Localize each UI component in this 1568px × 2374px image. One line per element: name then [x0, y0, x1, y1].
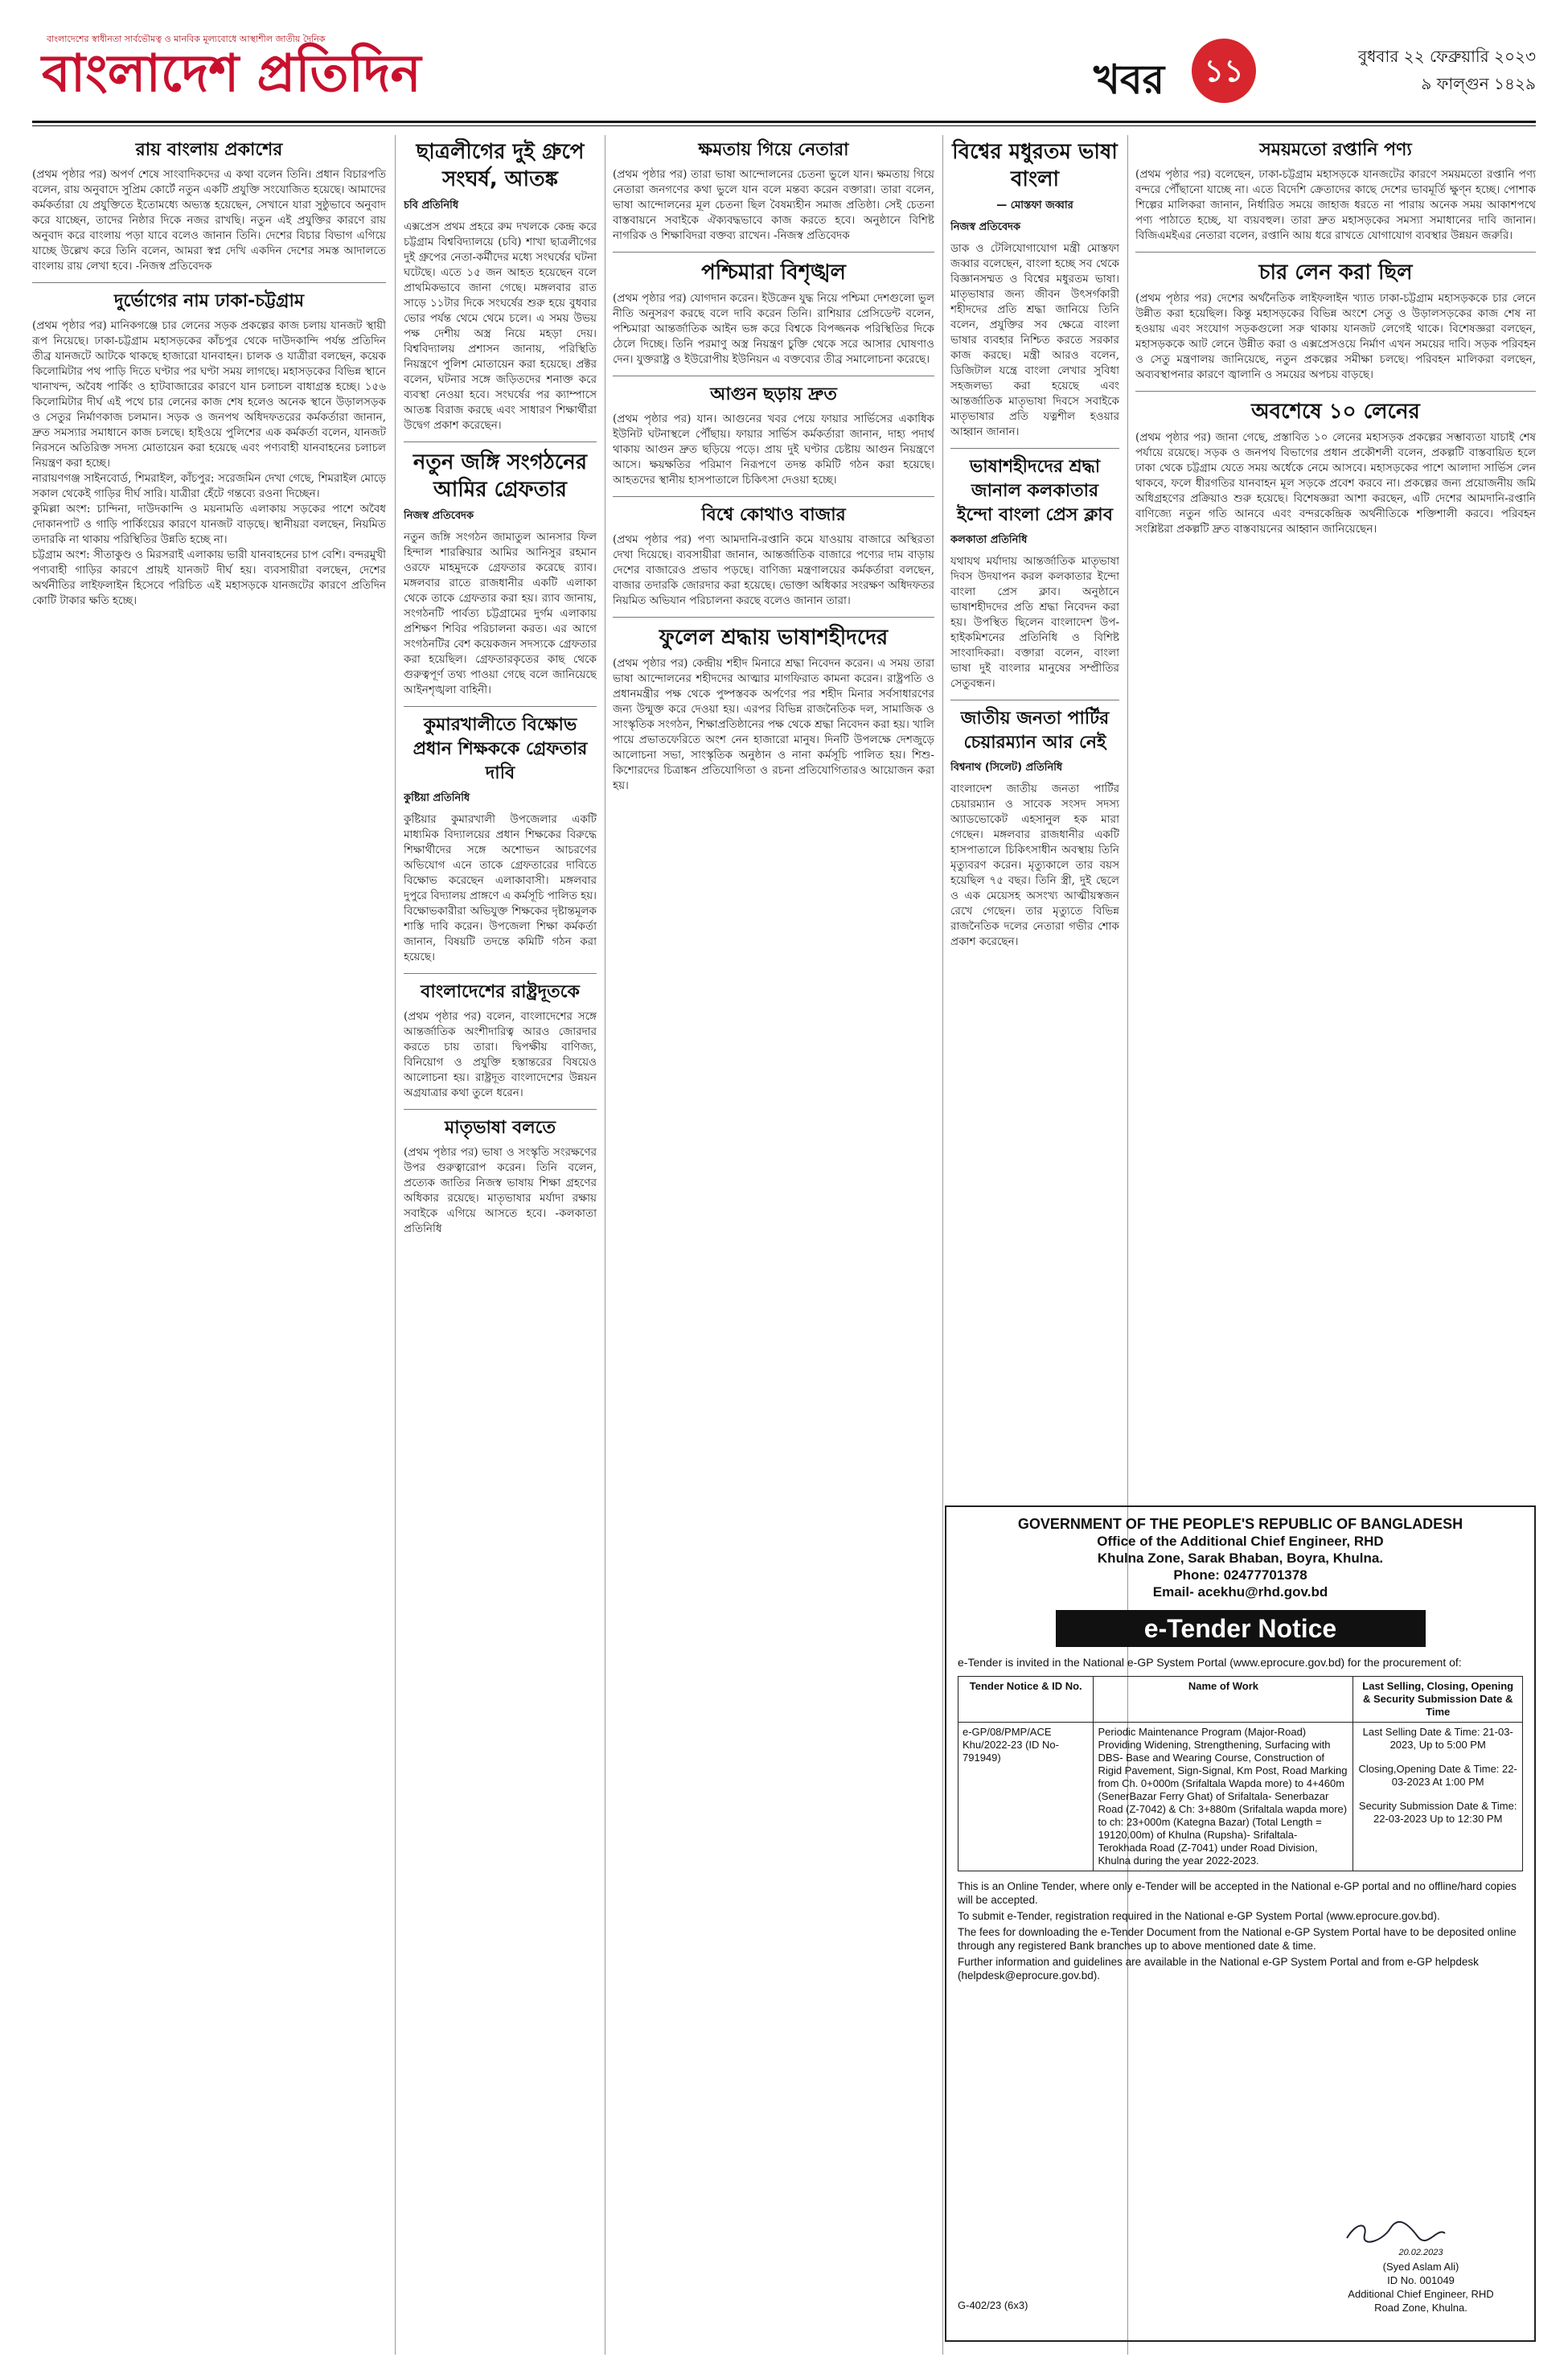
date-gregorian: বুধবার ২২ ফেব্রুয়ারি ২০২৩ [1357, 47, 1536, 66]
section-label [1094, 39, 1254, 103]
article [404, 713, 597, 965]
article-body: (প্রথম পৃষ্ঠার পর) দেশের অর্থনৈতিক লাইফলাইন খ্যাত ঢাকা-চট্টগ্রাম মহাসড়ককে চার লেনে উন্নীত করা হয়েছিল। কিন্তু মহাসড়কের বিভিন্ন অংশে সেতু ও উড়ালসড়কের কাজ শেষ না হওয়ায় এবং সংযোগ সড়কগুলো সরু থাকায় যানজট লেগেই থাকে। বিশেষজ্ঞরা বলছেন, মহাসড়ককে আট লেনে উন্নীত করা ও এক্সপ্রেসওয়ে নির্মাণ এখন সময়ের দাবি। সড়ক পরিবহন ও সেতু মন্ত্রণালয় জানিয়েছে, নতুন প্রকল্পের সমীক্ষা চলছে। পরিবহন মালিকরা বলছেন, অব্যবস্থাপনার কারণে জ্বালানি ও সময়ের অপচয় বাড়ছে। [1135, 292, 1536, 381]
signature-mark [1324, 2219, 1517, 2246]
article [950, 138, 1119, 440]
column-4 [950, 138, 1119, 1497]
article-body: (প্রথম পৃষ্ঠার পর) জানা গেছে, প্রস্তাবিত ১০ লেনের মহাসড়ক প্রকল্পের সম্ভাব্যতা যাচাই শেষ পর্যায়ে রয়েছে। সড়ক ও জনপথ বিভাগের প্রধান প্রকৌশলী বলেন, প্রকল্পটি বাস্তবায়িত হলে ঢাকা থেকে চট্টগ্রাম যেতে সময় অর্ধেকে নেমে আসবে। মহাসড়কের পাশে আলাদা সার্ভিস লেন থাকবে, ফলে ধীরগতির যানবাহন মূল সড়কে প্রবেশ করবে না। প্রকল্পের জন্য প্রয়োজনীয় জমি অধিগ্রহণের প্রক্রিয়াও শুরু হয়েছে। বিশেষজ্ঞরা আশা করছেন, এটি দেশের আমদানি-রপ্তানি বাণিজ্যে নতুন গতি আনবে এবং বন্দরকেন্দ্রিক অর্থনীতিকে শক্তিশালী করবে। পরিবহন সংশ্লিষ্টরা প্রকল্পটি দ্রুত বাস্তবায়নের আহ্বান জানিয়েছেন। [1135, 431, 1536, 536]
tender-government: GOVERNMENT OF THE PEOPLE'S REPUBLIC OF BANGLADESH [1017, 1516, 1463, 1532]
signature-date: 20.02.2023 [1398, 2248, 1443, 2257]
tender-email: Email- acekhu@rhd.gov.bd [1152, 1584, 1328, 1600]
article [404, 980, 597, 1101]
tender-dates [1353, 1723, 1523, 1871]
signatory-id: ID No. 001049 [1387, 2274, 1455, 2286]
article-quote-author: — মোস্তফা জব্বার [996, 199, 1073, 212]
masthead-rule-thin [32, 125, 1536, 126]
article-body: (প্রথম পৃষ্ঠার পর) অপর্ণ শেষে সাংবাদিকদের এ কথা বলেন তিনি। প্রধান বিচারপতি বলেন, রায় অনুবাদে সুপ্রিম কোর্টে নতুন একটি প্রযুক্তি সংযোজিত হয়েছে। আমাদের কর্মকর্তারা যে প্রযুক্তিতে ইতোমধ্যে অভ্যস্ত হয়েছেন, সেখানে যারা সুষ্ঠুভাবে অনুবাদ করে যাচ্ছেন, তাদের নিষ্ঠার দিকে নজর রাখছি। নতুন এই প্রযুক্তির কারণে রায় অনুবাদ করে বাংলায় পড়া যাবে বলেও জানান তিনি। দেশের বিচার বিভাগ এগিয়ে যাচ্ছে উল্লেখ করে তিনি বলেন, আমরা স্বপ্ন দেখি একদিন দেশের সমস্ত আদালতে বাংলায় রায় লেখা হবে। -নিজস্ব প্রতিবেদক [32, 168, 386, 273]
tender-note: The fees for downloading the e-Tender Document from the National e-GP System Portal have to be deposited online through any registered Bank branches up to above mentioned date & time. [958, 1926, 1517, 1952]
article-headline: পশ্চিমারা বিশৃঙ্খল [701, 261, 846, 285]
date-bangla: ৯ ফাল্গুন ১৪২৯ [1421, 74, 1536, 93]
tender-note: This is an Online Tender, where only e-Tender will be accepted in the National e-GP portal and no offline/hard copies will be accepted. [958, 1880, 1517, 1906]
tender-col-id: Tender Notice & ID No. [958, 1677, 1094, 1723]
tender-table-row [958, 1723, 1523, 1871]
tender-note: To submit e-Tender, registration required in the National e-GP System Portal (www.eprocure.gov.bd). [958, 1910, 1440, 1922]
article-headline: বিশ্বের মধুরতম ভাষা বাংলা [952, 140, 1118, 191]
signature-scribble [1340, 2219, 1501, 2245]
article [404, 1116, 597, 1237]
tender-notes [958, 1879, 1523, 1982]
article-headline: নতুন জঙ্গি সংগঠনের আমির গ্রেফতার [413, 450, 588, 502]
tender-title: e-Tender Notice [1056, 1610, 1426, 1647]
article-byline: চবি প্রতিনিধি [404, 199, 459, 212]
tender-note: Further information and guidelines are available in the National e-GP System Portal and from e-GP helpdesk (helpdesk@eprocure.gov.bd). [958, 1956, 1479, 1982]
article-body: (প্রথম পৃষ্ঠার পর) কেন্দ্রীয় শহীদ মিনারে শ্রদ্ধা নিবেদন করেন। এ সময় তারা ভাষা আন্দোলনের শহীদদের আত্মার মাগফিরাত কামনা করেন। রাষ্ট্রপতি ও প্রধানমন্ত্রীর পক্ষ থেকে পুষ্পস্তবক অর্পণের পর শহীদ মিনার সর্বসাধারণের জন্য উন্মুক্ত করে দেওয়া হয়। এরপর বিভিন্ন রাজনৈতিক দল, সামাজিক ও সাংস্কৃতিক সংগঠন, শিক্ষাপ্রতিষ্ঠানের পক্ষ থেকে শ্রদ্ধা নিবেদন করা হয়। খালি পায়ে প্রভাতফেরিতে অংশ নেন হাজারো মানুষ। দিনটি উপলক্ষে দেশজুড়ে আলোচনা সভা, সাংস্কৃতিক অনুষ্ঠান ও নানা কর্মসূচি পালিত হয়। শিশু-কিশোরদের চিত্রাঙ্কন প্রতিযোগিতা ও রচনা প্রতিযোগিতারও আয়োজন করা হয়। [613, 657, 934, 792]
article [1135, 259, 1536, 383]
article-body: (প্রথম পৃষ্ঠার পর) যান। আগুনের খবর পেয়ে ফায়ার সার্ভিসের একাধিক ইউনিট ঘটনাস্থলে পৌঁছায়। ফায়ার সার্ভিস কর্মকর্তারা জানান, দাহ্য পদার্থ থাকায় আগুন দ্রুত ছড়িয়ে পড়ে। প্রায় দুই ঘণ্টার চেষ্টায় আগুন নিয়ন্ত্রণে আসে। ক্ষয়ক্ষতির পরিমাণ নিরূপণে তদন্ত কমিটি গঠন করা হয়েছে। আহতদের স্থানীয় হাসপাতালে চিকিৎসা দেওয়া হচ্ছে। [613, 413, 934, 487]
article-body: (প্রথম পৃষ্ঠার পর) বলেছেন, ঢাকা-চট্টগ্রাম মহাসড়কে যানজটের কারণে সময়মতো রপ্তানি পণ্য বন্দরে পৌঁছানো যাচ্ছে না। এতে বিদেশি ক্রেতাদের কাছে দেশের ভাবমূর্তি ক্ষুণ্ন হচ্ছে। পোশাক শিল্পের মালিকরা জানান, নির্ধারিত সময়ে জাহাজ ধরতে না পারায় অনেক সময় আকাশপথে পণ্য পাঠাতে হচ্ছে, যা ব্যয়বহুল। তারা দ্রুত মহাসড়কের সমস্যা সমাধানের দাবি জানান। বিজিএমইএর নেতারা বলেন, রপ্তানি আয় ধরে রাখতে যোগাযোগ ব্যবস্থার উন্নয়ন জরুরি। [1135, 168, 1536, 242]
divider [950, 448, 1119, 449]
signatory-office: Road Zone, Khulna. [1374, 2302, 1467, 2314]
article [404, 138, 597, 433]
divider [1135, 391, 1536, 392]
divider [613, 617, 934, 618]
article-byline: কলকাতা প্রতিনিধি [950, 534, 1028, 546]
newspaper-logo: বাংলাদেশ প্রতিদিন [42, 44, 421, 104]
article-byline: কুষ্টিয়া প্রতিনিধি [404, 792, 470, 804]
article [32, 290, 386, 609]
tender-advertisement [945, 1505, 1536, 2342]
divider [404, 973, 597, 974]
signatory-name: (Syed Aslam Ali) [1382, 2261, 1459, 2273]
column-1 [32, 138, 386, 2342]
article [1135, 138, 1536, 244]
article-body: (প্রথম পৃষ্ঠার পর) ভাষা ও সংস্কৃতি সংরক্ষণের উপর গুরুত্বারোপ করেন। তিনি বলেন, প্রত্যেক জাতির নিজস্ব ভাষায় শিক্ষা গ্রহণের অধিকার রয়েছে। মাতৃভাষার মর্যাদা রক্ষায় সবাইকে এগিয়ে আসতে হবে। -কলকাতা প্রতিনিধি [404, 1146, 597, 1235]
article-body: (প্রথম পৃষ্ঠার পর) যোগদান করেন। ইউক্রেন যুদ্ধ নিয়ে পশ্চিমা দেশগুলো ভুল নীতি অনুসরণ করছে বলে দাবি করেন তিনি। রাশিয়ার প্রেসিডেন্ট বলেন, পশ্চিমারা আন্তর্জাতিক আইন ভঙ্গ করে বিশ্বকে বিপজ্জনক পরিস্থিতির দিকে ঠেলে দিচ্ছে। তিনি পরমাণু অস্ত্র নিয়ন্ত্রণ চুক্তি থেকে সরে আসার ঘোষণাও দেন। যুক্তরাষ্ট্র ও ইউরোপীয় ইউনিয়ন এ বক্তব্যের তীব্র সমালোচনা করেছে। [613, 292, 934, 366]
article-headline: অবশেষে ১০ লেনের [1251, 400, 1420, 424]
article-headline: বাংলাদেশের রাষ্ট্রদূতকে [421, 982, 580, 1002]
tender-address: Khulna Zone, Sarak Bhaban, Boyra, Khulna. [1097, 1550, 1384, 1566]
article-headline: রায় বাংলায় প্রকাশের [135, 140, 283, 160]
tender-id: e-GP/08/PMP/ACE Khu/2022-23 (ID No-791949) [958, 1723, 1094, 1871]
tender-last-selling: Last Selling Date & Time: 21-03-2023, Up to 5:00 PM [1362, 1726, 1513, 1751]
divider [404, 706, 597, 707]
tender-work: Periodic Maintenance Program (Major-Road) Providing Widening, Strengthening, Surfacing with DBS- Base and Wearing Course, Construction of Rigid Pavement, Sign-Signal, Km Post, Road Marking from Ch. 0+000m (Srifaltala Wapda more) to 4+460m (SenerBazar Ferry Ghat) of Srifaltala- Senerbazar Road (Z-7042) & Ch: 3+880m (Srifaltala wapda more) to ch: 23+000m (Kategna Bazar) (Total Length = 19120.00m) of Khulna (Rupsha)- Srifaltala- Terokhada Road (Z-7041) under Road Division, Khulna during the year 2022-2023. [1094, 1723, 1353, 1871]
tender-intro: e-Tender is invited in the National e-GP System Portal (www.eprocure.gov.bd) for the procurement of: [958, 1656, 1462, 1669]
column-5 [1135, 138, 1536, 1497]
article-byline: বিশ্বনাথ (সিলেট) প্রতিনিধি [950, 762, 1063, 774]
article-byline: নিজস্ব প্রতিবেদক [404, 510, 474, 522]
tender-table [958, 1676, 1523, 1871]
masthead [0, 0, 1568, 129]
divider [1135, 252, 1536, 253]
article-headline: মাতৃভাষা বলতে [444, 1118, 556, 1138]
column-divider [942, 135, 943, 2355]
divider [404, 1109, 597, 1110]
masthead-rule [32, 121, 1536, 123]
article [32, 138, 386, 274]
article [950, 455, 1119, 692]
article-headline: কুমারখালীতে বিক্ষোভ প্রধান শিক্ষককে গ্রেফতার দাবি [413, 715, 588, 783]
article-headline: বিশ্বে কোথাও বাজার [701, 505, 846, 525]
article-body: (প্রথম পৃষ্ঠার পর) বলেন, বাংলাদেশের সঙ্গে আন্তর্জাতিক অংশীদারিত্ব আরও জোরদার করতে চায় তারা। দ্বিপক্ষীয় বাণিজ্য, বিনিয়োগ ও প্রযুক্তি হস্তান্তরের বিষয়েও আলোচনা হয়। রাষ্ট্রদূত বাংলাদেশের উন্নয়ন অগ্রযাত্রার কথা তুলে ধরেন। [404, 1010, 597, 1099]
article [613, 503, 934, 609]
advertisement-code: G-402/23 (6x3) [958, 2299, 1028, 2311]
article-byline: নিজস্ব প্রতিবেদক [950, 221, 1021, 233]
article [613, 138, 934, 244]
article [950, 707, 1119, 950]
article [613, 383, 934, 488]
article-body: (প্রথম পৃষ্ঠার পর) মানিকগঞ্জে চার লেনের সড়ক প্রকল্পের কাজ চলায় যানজট স্থায়ী রূপ নিয়েছে। ঢাকা-চট্টগ্রাম মহাসড়কের কাঁচপুর থেকে দাউদকান্দি পর্যন্ত প্রতিদিন তীব্র যানজটে আটকে থাকছে হাজারো যানবাহন। চালক ও যাত্রীরা বলছেন, কয়েক কিলোমিটার পথ পাড়ি দিতে ঘণ্টার পর ঘণ্টা সময় লাগছে। মহাসড়কের বিভিন্ন স্থানে খানাখন্দ, অবৈধ পার্কিং ও হাটবাজারের কারণে যান চলাচল বাধাগ্রস্ত হচ্ছে। ১৫৬ কিলোমিটার দীর্ঘ এই পথে চার লেনের কাজ শেষ হলেও অনেক স্থানে উড়ালসড়ক ও সেতুর নির্মাণকাজ চলমান। সড়ক ও জনপথ অধিদফতরের কর্মকর্তারা জানান, দ্রুত সমস্যার সমাধানে কাজ চলছে। হাইওয়ে পুলিশের এক কর্মকর্তা বলেন, যানজট নিরসনে অতিরিক্ত সদস্য মোতায়েন করা হয়েছে এবং পণ্যবাহী যানবাহনের চলাচল নিয়ন্ত্রণ করা হচ্ছে। নারায়ণগঞ্জ সাইনবোর্ড, শিমরাইল, কাঁচপুর: সরেজমিন দেখা গেছে, শিমরাইল মোড়ে সকাল থেকেই গাড়ির দীর্ঘ সারি। যাত্রীরা হেঁটে গন্তব্যে রওনা দিচ্ছেন। কুমিল্লা অংশ: চান্দিনা, দাউদকান্দি ও ময়নামতি এলাকায় সড়কের পাশে অবৈধ দোকানপাট ও গাড়ি পার্কিংয়ের কারণে যানজট বাড়ছে। স্থানীয়রা বলছেন, নিয়মিত তদারকি না থাকায় পরিস্থিতির উন্নতি হচ্ছে না। চট্টগ্রাম অংশ: সীতাকুণ্ড ও মিরসরাই এলাকায় ভারী যানবাহনের চাপ বেশি। বন্দরমুখী পণ্যবাহী গাড়ির কারণে প্রায়ই যানজট দীর্ঘ হয়। ব্যবসায়ীরা বলছেন, দেশের অর্থনীতির লাইফলাইন হিসেবে পরিচিত এই মহাসড়কে যানজটের কারণে প্রতিদিন কোটি টাকার ক্ষতি হচ্ছে। [32, 319, 386, 607]
article [404, 449, 597, 698]
article-headline: চার লেন করা ছিল [1258, 261, 1413, 285]
column-divider [395, 135, 396, 2355]
tender-phone: Phone: 02477701378 [1173, 1567, 1307, 1583]
tender-col-work: Name of Work [1094, 1677, 1353, 1723]
article-body: এক্সপ্রেস প্রথম প্রহরে রুম দখলকে কেন্দ্র করে চট্টগ্রাম বিশ্ববিদ্যালয়ে (চবি) শাখা ছাত্রলীগের দুই গ্রুপের নেতা-কর্মীদের মধ্যে সংঘর্ষের ঘটনা ঘটেছে। এতে ১৫ জন আহত হয়েছেন বলে প্রাথমিকভাবে জানা গেছে। মঙ্গলবার রাত সাড়ে ১১টার দিকে সংঘর্ষের শুরু হয়ে বুধবার ভোর পর্যন্ত থেমে থেমে চলে। এ সময় উভয় পক্ষ দেশীয় অস্ত্র নিয়ে মহড়া দেয়। বিশ্ববিদ্যালয় প্রশাসন জানায়, পরিস্থিতি নিয়ন্ত্রণে পুলিশ মোতায়েন করা হয়েছে। প্রক্টর বলেন, ঘটনার সঙ্গে জড়িতদের শনাক্ত করে ব্যবস্থা নেওয়া হবে। সংঘর্ষের পর ক্যাম্পাসে আতঙ্ক বিরাজ করছে এবং সাধারণ শিক্ষার্থীরা উদ্বেগ প্রকাশ করেছেন। [404, 220, 597, 432]
article-headline: জাতীয় জনতা পার্টির চেয়ারম্যান আর নেই [960, 709, 1110, 753]
article-headline: ক্ষমতায় গিয়ে নেতারা [698, 140, 849, 160]
article-body: কুষ্টিয়ার কুমারখালী উপজেলার একটি মাধ্যমিক বিদ্যালয়ের প্রধান শিক্ষকের বিরুদ্ধে শিক্ষার্থীদের সঙ্গে অশোভন আচরণের অভিযোগ এনে তাকে গ্রেফতারের দাবিতে বিক্ষোভ করেছেন এলাকাবাসী। মঙ্গলবার দুপুরে বিদ্যালয় প্রাঙ্গণে এ কর্মসূচি পালিত হয়। বিক্ষোভকারীরা অভিযুক্ত শিক্ষকের দৃষ্টান্তমূলক শাস্তি দাবি করেন। উপজেলা শিক্ষা কর্মকর্তা জানান, বিষয়টি তদন্তে কমিটি গঠন করা হয়েছে। [404, 813, 597, 963]
article-headline: ছাত্রলীগের দুই গ্রুপে সংঘর্ষ, আতঙ্ক [416, 140, 585, 191]
article [613, 624, 934, 794]
article [1135, 398, 1536, 537]
tender-signature-block [1324, 2219, 1517, 2314]
article-headline: দুর্ভোগের নাম ঢাকা-চট্টগ্রাম [113, 291, 305, 311]
page-number-badge: ১১ [1192, 39, 1256, 103]
column-2 [404, 138, 597, 2342]
article-body: ডাক ও টেলিযোগাযোগ মন্ত্রী মোস্তফা জব্বার বলেছেন, বাংলা হচ্ছে সব থেকে বিজ্ঞানসম্মত ও বিশ্বের মধুরতম ভাষা। মাতৃভাষার জন্য জীবন উৎসর্গকারী শহীদদের প্রতি শ্রদ্ধা জানিয়ে তিনি বলেন, প্রযুক্তির সব ক্ষেত্রে বাংলা ভাষার ব্যবহার নিশ্চিত করতে সরকার কাজ করছে। মন্ত্রী আরও বলেন, ডিজিটাল যন্ত্রে বাংলা লেখার সুবিধা সহজলভ্য করা হয়েছে এবং আন্তর্জাতিক মাতৃভাষা দিবসে সবাইকে মাতৃভাষার প্রতি যত্নশীল হওয়ার আহ্বান জানান। [950, 242, 1119, 438]
divider [613, 496, 934, 497]
article-body: বাংলাদেশ জাতীয় জনতা পার্টির চেয়ারম্যান ও সাবেক সংসদ সদস্য অ্যাডভোকেট এহসানুল হক মারা গেছেন। মঙ্গলবার রাজধানীর একটি হাসপাতালে চিকিৎসাধীন অবস্থায় তিনি মৃত্যুবরণ করেন। মৃত্যুকালে তার বয়স হয়েছিল ৭৫ বছর। তিনি স্ত্রী, দুই ছেলে ও এক মেয়েসহ অসংখ্য আত্মীয়স্বজন রেখে গেছেন। তার মৃত্যুতে বিভিন্ন রাজনৈতিক দলের নেতারা গভীর শোক প্রকাশ করেছেন। [950, 782, 1119, 948]
article-body: (প্রথম পৃষ্ঠার পর) তারা ভাষা আন্দোলনের চেতনা ভুলে যান। ক্ষমতায় গিয়ে নেতারা জনগণের কথা ভুলে যান বলে মন্তব্য করেন বক্তারা। তারা বলেন, ভাষা আন্দোলনের মূল চেতনা ছিল বৈষম্যহীন সমাজ প্রতিষ্ঠা। সেই চেতনা বাস্তবায়নে সবাইকে ঐক্যবদ্ধভাবে কাজ করতে হবে। অনুষ্ঠানে বিশিষ্ট নাগরিক ও শিক্ষাবিদরা বক্তব্য রাখেন। -নিজস্ব প্রতিবেদক [613, 168, 934, 242]
article-headline: ভাষাশহীদদের শ্রদ্ধা জানাল কলকাতার ইন্দো বাংলা প্রেস ক্লাব [957, 457, 1113, 525]
article-headline: আগুন ছড়ায় দ্রুত [710, 384, 837, 405]
article [613, 259, 934, 368]
tender-table-header [958, 1677, 1523, 1723]
article-body: (প্রথম পৃষ্ঠার পর) পণ্য আমদানি-রপ্তানি কমে যাওয়ায় বাজারে অস্থিরতা দেখা দিয়েছে। ব্যবসায়ীরা জানান, আন্তর্জাতিক বাজারে পণ্যের দাম বাড়ায় দেশের বাজারেও প্রভাব পড়ছে। বাণিজ্য মন্ত্রণালয়ের কর্মকর্তারা বলছেন, বাজার তদারকি জোরদার করা হয়েছে। ভোক্তা অধিকার সংরক্ষণ অধিদফতর নিয়মিত অভিযান পরিচালনা করছে বলেও জানান তারা। [613, 533, 934, 607]
tender-closing: Closing,Opening Date & Time: 22-03-2023 At 1:00 PM [1358, 1763, 1517, 1788]
divider [613, 252, 934, 253]
column-3 [613, 138, 934, 2342]
article-headline: ফুলেল শ্রদ্ধায় ভাষাশহীদদের [659, 626, 889, 650]
tender-col-dates: Last Selling, Closing, Opening & Security Submission Date & Time [1353, 1677, 1523, 1723]
section-name: খবর [1094, 56, 1165, 103]
tender-security: Security Submission Date & Time: 22-03-2023 Up to 12:30 PM [1358, 1800, 1517, 1825]
article-headline: সময়মতো রপ্তানি পণ্য [1259, 140, 1412, 160]
signatory-title: Additional Chief Engineer, RHD [1348, 2288, 1494, 2300]
tender-office: Office of the Additional Chief Engineer, RHD [1097, 1534, 1384, 1549]
masthead-tagline: বাংলাদেশের স্বাধীনতা সার্বভৌমত্ব ও মানবিক মূল্যবোধে আস্থাশীল জাতীয় দৈনিক [47, 34, 326, 44]
article-body: নতুন জঙ্গি সংগঠন জামাতুল আনসার ফিল হিন্দাল শারক্বিয়ার আমির আনিসুর রহমান ওরফে মাহমুদকে গ্রেফতার করেছে র‍্যাব। মঙ্গলবার রাতে রাজধানীর একটি এলাকা থেকে তাকে গ্রেফতার করা হয়। র‍্যাব জানায়, সংগঠনটি পার্বত্য চট্টগ্রামের দুর্গম এলাকায় প্রশিক্ষণ শিবির পরিচালনা করত। এর আগে সংগঠনটির বেশ কয়েকজন সদস্যকে গ্রেফতার করা হয়েছিল। গ্রেফতারকৃতের কাছ থেকে গুরুত্বপূর্ণ তথ্য পাওয়া গেছে বলে জানিয়েছে আইনশৃঙ্খলা বাহিনী। [404, 531, 597, 696]
divider [32, 282, 386, 283]
article-body: যথাযথ মর্যাদায় আন্তর্জাতিক মাতৃভাষা দিবস উদযাপন করল কলকাতার ইন্দো বাংলা প্রেস ক্লাব। অনুষ্ঠানে ভাষাশহীদদের প্রতি শ্রদ্ধা নিবেদন করা হয়। উপস্থিত ছিলেন বাংলাদেশ উপ-হাইকমিশনের প্রতিনিধি ও বিশিষ্ট সাংবাদিকরা। বক্তারা বলেন, বাংলা ভাষা দুই বাংলার মানুষের সম্প্রীতির সেতুবন্ধন। [950, 555, 1119, 690]
